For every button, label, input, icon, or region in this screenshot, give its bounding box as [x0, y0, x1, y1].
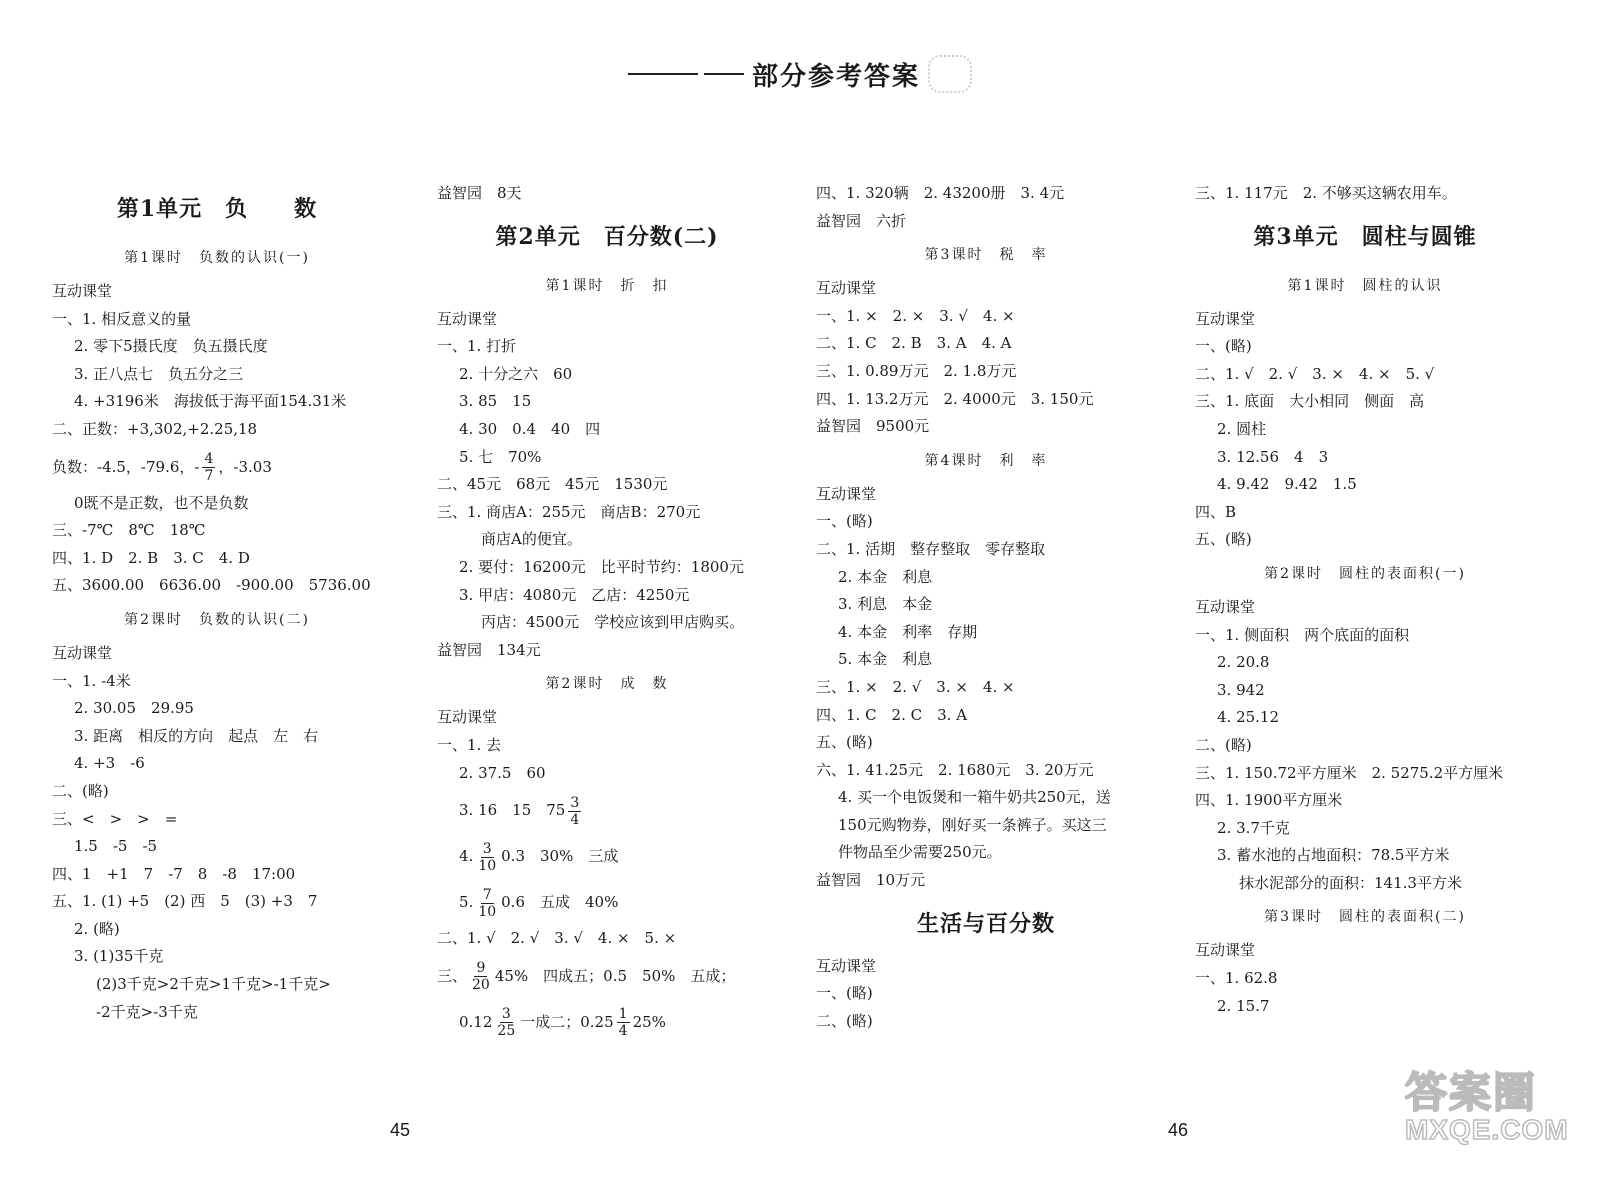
fraction-denominator: 4: [618, 1023, 628, 1040]
answer-line: 件物品至少需要250元。: [838, 843, 1002, 862]
fraction-numerator: 3: [482, 840, 492, 857]
answer-line: 3. 942: [1217, 680, 1265, 699]
fraction-numerator: 3: [570, 794, 580, 811]
answer-line: 二、45元 68元 45元 1530元: [437, 475, 668, 494]
fraction: [617, 1006, 630, 1039]
fraction-numerator: 7: [482, 886, 492, 903]
page-number-right: 46: [1168, 1120, 1189, 1140]
answer-line: 2. 十分之六 60: [459, 364, 573, 383]
answer-column-2: [437, 180, 777, 1045]
answer-column-3: [816, 180, 1156, 1035]
answer-line: 抹水泥部分的面积：141.3平方米: [1239, 873, 1462, 892]
answer-column-4: [1195, 180, 1535, 1020]
answer-column-1: [52, 180, 382, 1026]
watermark-icon: [928, 55, 972, 93]
answer-line: 一、(略): [816, 984, 873, 1003]
answer-line: 互动课堂: [52, 643, 113, 662]
fraction-denominator: 25: [497, 1023, 516, 1040]
fraction-numerator: 4: [204, 451, 214, 468]
answer-text: 0.3 30% 三成: [501, 847, 619, 866]
lesson-title: 第1课时 折 扣: [545, 277, 669, 294]
answer-line: 二、(略): [52, 781, 109, 800]
answer-line: 三、-7℃ 8℃ 18℃: [52, 521, 206, 540]
answer-line: 2. 圆柱: [1217, 419, 1267, 438]
fraction: [476, 887, 498, 920]
fraction-denominator: 20: [472, 977, 490, 994]
answer-line: 互动课堂: [1195, 309, 1256, 328]
answer-line: 一、(略): [816, 512, 873, 531]
answer-line: 3. (1)35千克: [74, 947, 164, 966]
answer-line: 一、1. × 2. × 3. √ 4. ×: [816, 306, 1015, 325]
answer-text: 3. 16 15 75: [459, 801, 566, 820]
answer-line: 四、1. C 2. C 3. A: [816, 705, 968, 724]
answer-line: 五、(略): [816, 733, 873, 752]
answer-line: 0既不是正数，也不是负数: [74, 493, 249, 512]
answer-line: 益智园 9500元: [816, 417, 930, 436]
answer-line: [437, 953, 777, 999]
answer-line: 互动课堂: [816, 484, 877, 503]
answer-line: 150元购物券，刚好买一条裤子。买这三: [838, 815, 1107, 834]
answer-line: 二、正数：+3,302,+2.25,18: [52, 419, 258, 438]
answer-line: 4. 本金 利率 存期: [838, 622, 978, 641]
answer-line: 一、1. 相反意义的量: [52, 309, 192, 328]
answer-line: [437, 879, 777, 925]
answer-line: 2. 零下5摄氏度 负五摄氏度: [74, 337, 268, 356]
answer-line: 三、1. 117元 2. 不够买这辆农用车。: [1195, 184, 1457, 202]
fraction-denominator: 4: [570, 811, 580, 828]
answer-line: 5. 七 70%: [459, 447, 542, 466]
answer-line: -2千克>-3千克: [96, 1002, 198, 1021]
answer-line: 三、1. 0.89万元 2. 1.8万元: [816, 361, 1017, 380]
answer-line: 二、1. √ 2. √ 3. × 4. × 5. √: [1195, 364, 1435, 383]
answer-line: 2. 3.7千克: [1217, 818, 1290, 837]
lesson-title: 第1课时 圆柱的认识: [1287, 277, 1443, 294]
answer-text: 一成二；0.25: [520, 1012, 614, 1031]
lesson-title: 第3课时 税 率: [924, 247, 1048, 264]
answer-line: 四、1. 1900平方厘米: [1195, 791, 1343, 810]
fraction-denominator: 10: [478, 903, 497, 920]
answer-line: 一、(略): [1195, 337, 1252, 356]
answer-line: 2. 本金 利息: [838, 567, 933, 586]
answer-text: 25%: [632, 1012, 666, 1031]
answer-line: 互动课堂: [437, 309, 498, 328]
answer-line: 互动课堂: [1195, 597, 1256, 616]
answer-line: 3. 甲店：4080元 乙店：4250元: [459, 585, 690, 604]
answer-line: 益智园 134元: [437, 640, 541, 659]
answer-line: 4. 30 0.4 40 四: [459, 419, 601, 438]
answer-line: 互动课堂: [816, 956, 877, 975]
answer-line: 商店A的便宜。: [481, 530, 582, 549]
fraction-denominator: 10: [478, 857, 497, 874]
answer-line: 三、1. 150.72平方厘米 2. 5275.2平方厘米: [1195, 763, 1504, 782]
answer-line: 二、1. √ 2. √ 3. √ 4. × 5. ×: [437, 929, 677, 948]
answer-text: ，-3.03: [218, 457, 272, 476]
answer-line: (2)3千克>2千克>1千克>-1千克>: [96, 975, 331, 994]
answer-line: 四、1. 320辆 2. 43200册 3. 4元: [816, 184, 1065, 202]
header-rule: [628, 73, 698, 75]
answer-line: [52, 444, 382, 490]
answer-line: 4. 25.12: [1217, 708, 1280, 727]
fraction-denominator: 7: [204, 468, 214, 485]
answer-line: 4. +3 -6: [74, 754, 145, 773]
answer-line: 3. 距离 相反的方向 起点 左 右: [74, 726, 319, 745]
answer-line: 益智园 10万元: [816, 871, 926, 890]
answer-text: 0.12: [459, 1012, 493, 1031]
answer-line: 二、(略): [816, 1011, 873, 1030]
fraction: [476, 841, 498, 874]
header-rule-short: [704, 73, 744, 75]
answer-line: 三、1. × 2. √ 3. × 4. ×: [816, 677, 1015, 696]
answer-text: 三、: [437, 966, 468, 985]
answer-text: 5.: [459, 893, 474, 912]
answer-line: 2. 30.05 29.95: [74, 699, 194, 718]
answer-line: 五、1. (1) +5 (2) 西 5 (3) +3 7: [52, 892, 318, 911]
answer-line: 互动课堂: [437, 708, 498, 727]
answer-line: 一、1. 去: [437, 735, 502, 754]
answer-line: 三、1. 商店A：255元 商店B：270元: [437, 502, 701, 521]
answer-line: 四、1. 13.2万元 2. 4000元 3. 150元: [816, 389, 1094, 408]
page-title: 部分参考答案: [751, 61, 920, 92]
answer-text: 45% 四成五；0.5 50% 五成；: [494, 966, 736, 985]
unit-title: 第3单元 圆柱与圆锥: [1253, 223, 1477, 250]
answer-line: 2. 要付：16200元 比平时节约：1800元: [459, 557, 744, 576]
answer-line: 2. 37.5 60: [459, 763, 546, 782]
answer-line: 3. 蓄水池的占地面积：78.5平方米: [1217, 846, 1450, 865]
watermark-site: MXQE.COM: [1405, 1114, 1569, 1145]
lesson-title: 第1课时 负数的认识(一): [124, 250, 310, 266]
answer-line: 互动课堂: [52, 282, 113, 300]
fraction: [495, 1006, 517, 1039]
answer-line: 3. 85 15: [459, 392, 532, 411]
answer-line: 五、(略): [1195, 530, 1252, 549]
answer-line: 4. 买一个电饭煲和一箱牛奶共250元，送: [838, 788, 1111, 807]
answer-line: 六、1. 41.25元 2. 1680元 3. 20万元: [816, 760, 1094, 779]
answer-line: 三、1. 底面 大小相同 侧面 高: [1195, 392, 1425, 411]
answer-line: 3. 12.56 4 3: [1217, 447, 1329, 466]
answer-line: 四、1 +1 7 -7 8 -8 17:00: [52, 864, 296, 883]
answer-text: 负数：-4.5，-79.6，-: [52, 457, 200, 476]
answer-line: 益智园 8天: [437, 184, 522, 202]
fraction: [202, 451, 215, 484]
answer-line: 四、1. D 2. B 3. C 4. D: [52, 548, 250, 567]
lesson-title: 第2课时 负数的认识(二): [124, 611, 310, 628]
answer-line: 二、(略): [1195, 735, 1252, 754]
fraction-numerator: 3: [501, 1006, 511, 1023]
watermark-mark: 答案圈: [1405, 1069, 1538, 1116]
page-header: [0, 55, 1600, 93]
answer-line: 四、B: [1195, 502, 1237, 521]
answer-line: [437, 833, 777, 879]
fraction: [568, 795, 581, 828]
unit-title: 第1单元 负 数: [116, 196, 318, 222]
answer-line: 二、1. C 2. B 3. A 4. A: [816, 334, 1012, 353]
watermark-logo: [1405, 1060, 1585, 1170]
answer-line: 一、1. 62.8: [1195, 969, 1278, 988]
answer-line: 三、< > > =: [52, 809, 178, 828]
answer-line: 丙店：4500元 学校应该到甲店购买。: [481, 613, 745, 632]
answer-line: 五、3600.00 6636.00 -900.00 5736.00: [52, 576, 371, 595]
answer-line: 一、1. -4米: [52, 671, 131, 690]
answer-line: 4. 9.42 9.42 1.5: [1217, 475, 1357, 494]
answer-line: 2. (略): [74, 919, 120, 938]
answer-line: 3. 正八点七 负五分之三: [74, 364, 244, 383]
fraction: [470, 960, 492, 993]
answer-line: 互动课堂: [1195, 941, 1256, 960]
answer-line: [437, 999, 777, 1045]
unit-title: 生活与百分数: [916, 910, 1055, 937]
answer-line: 1.5 -5 -5: [74, 837, 158, 856]
answer-line: 一、1. 侧面积 两个底面的面积: [1195, 625, 1410, 644]
answer-text: 4.: [459, 847, 474, 866]
answer-line: 一、1. 打折: [437, 337, 517, 356]
answer-line: 互动课堂: [816, 279, 877, 298]
page-number-left: 45: [390, 1120, 411, 1140]
answer-line: 益智园 六折: [816, 211, 907, 230]
answer-line: 3. 利息 本金: [838, 595, 933, 614]
unit-title: 第2单元 百分数(二): [495, 223, 719, 250]
answer-line: [437, 787, 777, 833]
answer-line: 5. 本金 利息: [838, 650, 933, 669]
answer-line: 4. +3196米 海拔低于海平面154.31米: [74, 392, 347, 411]
fraction-numerator: 1: [618, 1006, 628, 1023]
lesson-title: 第2课时 成 数: [545, 676, 669, 693]
answer-line: 2. 20.8: [1217, 653, 1270, 672]
lesson-title: 第3课时 圆柱的表面积(二): [1264, 909, 1466, 926]
answer-text: 0.6 五成 40%: [501, 893, 619, 912]
answer-line: 二、1. 活期 整存整取 零存整取: [816, 539, 1046, 558]
fraction-numerator: 9: [476, 960, 486, 977]
lesson-title: 第4课时 利 率: [924, 452, 1048, 469]
lesson-title: 第2课时 圆柱的表面积(一): [1264, 565, 1466, 582]
answer-line: 2. 15.7: [1217, 996, 1270, 1015]
